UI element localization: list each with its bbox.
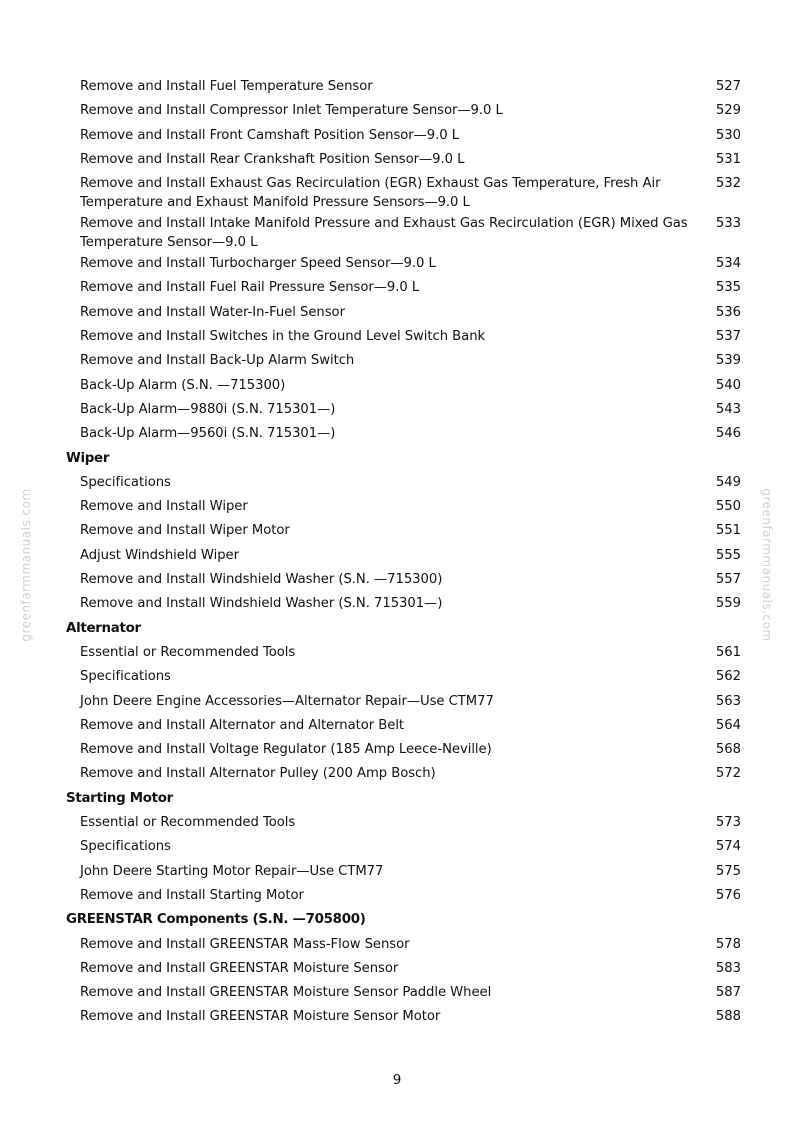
- entry-title: Remove and Install Wiper Motor: [80, 523, 290, 539]
- entry-page-number: 531: [715, 151, 741, 167]
- toc-entry: [0, 374, 741, 398]
- entry-title: Back-Up Alarm—9560i (S.N. 715301—): [80, 426, 336, 442]
- entry-title: John Deere Starting Motor Repair—Use CTM77: [80, 863, 384, 879]
- entry-title: Remove and Install Alternator Pulley (200 Amp Bosch): [80, 766, 436, 782]
- entry-page-number: 532: [715, 176, 741, 192]
- entry-title: Back-Up Alarm (S.N. —715300): [80, 377, 286, 393]
- entry-page-number: 588: [715, 1009, 741, 1025]
- toc-entry: [0, 665, 741, 689]
- entry-title: Remove and Install Starting Motor: [80, 887, 304, 903]
- toc-entry: [0, 252, 741, 276]
- toc-section-heading: [0, 787, 794, 811]
- entry-page-number: 535: [715, 280, 741, 296]
- toc-entry: [0, 75, 741, 99]
- entry-title: Remove and Install Fuel Temperature Sensor: [80, 79, 373, 94]
- toc-entry: [0, 398, 741, 422]
- entry-page-number: 576: [715, 887, 741, 903]
- entry-title: Remove and Install GREENSTAR Moisture Sensor Paddle Wheel: [80, 985, 492, 1001]
- entry-title: Remove and Install Alternator and Alternator Belt: [80, 717, 405, 733]
- section-title: Starting Motor: [66, 790, 173, 806]
- entry-page-number: 550: [715, 499, 741, 515]
- entry-page-number: 572: [715, 766, 741, 782]
- toc-entry: [0, 148, 741, 172]
- entry-title: Back-Up Alarm—9880i (S.N. 715301—): [80, 401, 336, 417]
- entry-page-number: 557: [715, 572, 741, 588]
- entry-page-number: 534: [715, 256, 741, 272]
- entry-title: Remove and Install Switches in the Ground Level Switch Bank: [80, 329, 486, 345]
- entry-title: Remove and Install GREENSTAR Moisture Sensor: [80, 960, 399, 976]
- entry-page-number: 555: [715, 547, 741, 563]
- toc-entry: [0, 349, 741, 373]
- entry-page-number: 540: [715, 377, 741, 393]
- toc-entry: [0, 568, 741, 592]
- section-title: Alternator: [66, 620, 141, 636]
- entry-title: Remove and Install GREENSTAR Mass-Flow Sensor: [80, 936, 410, 952]
- toc-entry: [0, 519, 741, 543]
- toc-entry: [0, 212, 741, 252]
- entry-title: Essential or Recommended Tools: [80, 644, 296, 660]
- section-title: GREENSTAR Components (S.N. —705800): [66, 912, 366, 928]
- entry-title: Remove and Install Rear Crankshaft Position Sensor—9.0 L: [80, 151, 465, 167]
- toc-entry: [0, 835, 741, 859]
- entry-page-number: 573: [715, 815, 741, 831]
- entry-title: Specifications: [80, 474, 171, 490]
- entry-title: Specifications: [80, 669, 171, 685]
- watermark-right: greenfarmmanuals.com: [760, 488, 774, 642]
- toc-entry: [0, 592, 741, 616]
- entry-title: Remove and Install Front Camshaft Position Sensor—9.0 L: [80, 127, 460, 143]
- toc-entry: [0, 124, 741, 148]
- toc-entry: [0, 495, 741, 519]
- entry-page-number: 549: [715, 474, 741, 490]
- toc-entry: [0, 981, 741, 1005]
- entry-title: John Deere Engine Accessories—Alternator Repair—Use CTM77: [80, 693, 494, 709]
- entry-page-number: 583: [715, 960, 741, 976]
- entry-page-number: 559: [715, 596, 741, 612]
- entry-title: Remove and Install Back-Up Alarm Switch: [80, 353, 355, 369]
- entry-page-number: 530: [715, 127, 741, 143]
- entry-page-number: 537: [715, 329, 741, 345]
- entry-page-number: 563: [715, 693, 741, 709]
- entry-page-number: 564: [715, 717, 741, 733]
- toc-entry: [0, 641, 741, 665]
- entry-title: Remove and Install Windshield Washer (S.N. 715301—): [80, 596, 443, 612]
- toc-entry: [0, 276, 741, 300]
- toc-entry: [0, 1005, 741, 1029]
- toc-entry: [0, 762, 741, 786]
- toc-entry: [0, 544, 741, 568]
- entry-page-number: 527: [715, 79, 741, 94]
- entry-title: Remove and Install Voltage Regulator (185 Amp Leece-Neville): [80, 742, 492, 758]
- entry-title: Remove and Install Wiper: [80, 499, 248, 515]
- toc-entry: [0, 471, 741, 495]
- toc-section-heading: [0, 617, 794, 641]
- toc-entry: [0, 933, 741, 957]
- entry-title: Essential or Recommended Tools: [80, 815, 296, 831]
- entry-page-number: 587: [715, 985, 741, 1001]
- table-of-contents: [0, 75, 794, 1030]
- toc-entry: [0, 172, 741, 212]
- entry-page-number: 575: [715, 863, 741, 879]
- entry-page-number: 574: [715, 839, 741, 855]
- toc-entry: [0, 811, 741, 835]
- page-number: 9: [392, 1072, 402, 1088]
- entry-title: Adjust Windshield Wiper: [80, 547, 239, 563]
- toc-entry: [0, 714, 741, 738]
- toc-entry: [0, 690, 741, 714]
- entry-title: Remove and Install Fuel Rail Pressure Sensor—9.0 L: [80, 280, 420, 296]
- toc-entry: [0, 99, 741, 123]
- entry-page-number: 533: [715, 216, 741, 232]
- toc-entry: [0, 325, 741, 349]
- toc-entry: [0, 301, 741, 325]
- watermark-left: greenfarmmanuals.com: [19, 488, 33, 642]
- entry-page-number: 561: [715, 644, 741, 660]
- entry-page-number: 568: [715, 742, 741, 758]
- entry-page-number: 543: [715, 401, 741, 417]
- entry-title: Remove and Install Turbocharger Speed Sensor—9.0 L: [80, 256, 436, 272]
- entry-page-number: 546: [715, 426, 741, 442]
- entry-page-number: 539: [715, 353, 741, 369]
- entry-title: Remove and Install Compressor Inlet Temperature Sensor—9.0 L: [80, 103, 503, 119]
- entry-page-number: 536: [715, 304, 741, 320]
- entry-page-number: 551: [715, 523, 741, 539]
- entry-page-number: 562: [715, 669, 741, 685]
- entry-title: Remove and Install GREENSTAR Moisture Sensor Motor: [80, 1009, 441, 1025]
- toc-entry: [0, 957, 741, 981]
- toc-entry: [0, 738, 741, 762]
- entry-page-number: 529: [715, 103, 741, 119]
- toc-entry: [0, 860, 741, 884]
- entry-title: Specifications: [80, 839, 171, 855]
- entry-page-number: 578: [715, 936, 741, 952]
- entry-title: Remove and Install Windshield Washer (S.N. —715300): [80, 572, 443, 588]
- section-title: Wiper: [66, 450, 110, 466]
- entry-title: Remove and Install Intake Manifold Pressure and Exhaust Gas Recirculation (EGR) Mixed Gas Temperature Sensor—9.0 L: [80, 216, 688, 250]
- entry-title: Remove and Install Exhaust Gas Recirculation (EGR) Exhaust Gas Temperature, Fresh Air Temperature and Exhaust Manifold Pressure Sensors—9.0 L: [80, 176, 661, 210]
- toc-entry: [0, 884, 741, 908]
- toc-section-heading: [0, 908, 794, 932]
- toc-entry: [0, 422, 741, 446]
- entry-title: Remove and Install Water-In-Fuel Sensor: [80, 304, 345, 320]
- toc-section-heading: [0, 447, 794, 471]
